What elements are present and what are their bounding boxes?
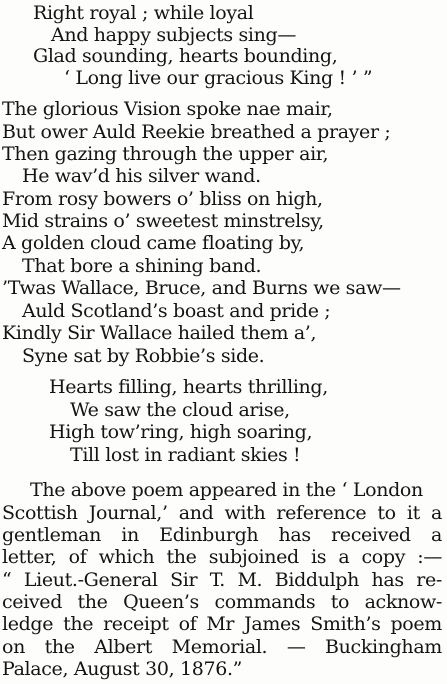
note-line [2,592,442,613]
note-word: poem [390,613,442,635]
note-word: commands [214,591,316,613]
note-word: and [178,502,214,524]
poem-line: But ower Auld Reekie breathed a prayer ; [2,121,391,143]
note-word: a [338,546,350,568]
poem-line: That bore a shining band. [22,255,262,277]
note-word: “ [2,569,12,591]
note-word: T. [209,569,225,591]
note-word: on [2,636,25,658]
note-word: to [377,502,396,524]
poem-line: Kindly Sir Wallace hailed them a’, [2,322,317,344]
note-word: Sir [170,569,198,591]
note-word: — [286,636,306,658]
note-word: the [63,613,94,635]
note-word: a [430,524,442,546]
note-word: of [178,613,197,635]
poem-line: Right royal ; while loyal [33,2,254,24]
note-word: reference [276,502,367,524]
poem-line: He wav’d his silver wand. [22,165,261,187]
note-word: re- [416,569,442,591]
note-word: M. [237,569,263,591]
note-word: with [224,502,266,524]
note-word: the [44,636,75,658]
note-word: has [371,569,404,591]
note-word: has [278,524,311,546]
poem-line: We saw the cloud arise, [70,399,290,421]
note-word: it [406,502,420,524]
note-word: to [330,591,350,613]
note-word: ledge [2,613,54,635]
note-word: which [98,546,155,568]
poem-line: And happy subjects sing— [51,24,297,46]
poem-line: Then gazing through the upper air, [2,143,329,165]
note-word: Journal,’ [88,502,168,524]
note-word: of [68,546,87,568]
note-word: in [121,524,139,546]
note-word: Lieut.-General [23,569,158,591]
note-word: the [166,546,197,568]
poem-line: The glorious Vision spoke nae mair, [2,98,333,120]
note-word: is [311,546,327,568]
note-line [2,525,442,546]
note-line: Palace, August 30, 1876.” [2,658,243,680]
poem-line: A golden cloud came floating by, [2,232,305,254]
poem-line: High tow’ring, high soaring, [49,421,313,443]
note-word: Memorial. [171,636,268,658]
poem-line: Till lost in radiant skies ! [70,444,301,466]
note-word: :— [417,546,442,568]
note-word: gentleman [2,524,102,546]
note-word: Queen’s [123,591,199,613]
note-word: letter, [2,546,57,568]
note-line [2,547,442,568]
note-word: acknow- [364,591,442,613]
note-line [2,637,442,658]
poem-line: Syne sat by Robbie’s side. [22,345,265,367]
note-word: Scottish [2,502,78,524]
note-word: Biddulph [274,569,360,591]
note-word: Edinburgh [159,524,259,546]
note-word: Buckingham [325,636,442,658]
poem-line: Mid strains o’ sweetest minstrelsy, [2,210,324,232]
note-word: Albert [94,636,153,658]
poem-line: From rosy bowers o’ bliss on high, [2,188,323,210]
note-line: The above poem appeared in the ‘ London [30,479,423,501]
note-word: received [331,524,411,546]
note-line [2,614,442,635]
poem-line: Glad sounding, hearts bounding, [33,45,338,67]
note-word: James [244,613,301,635]
note-line [2,570,442,591]
note-word: Smith’s [310,613,381,635]
poem-line: Auld Scotland’s boast and pride ; [22,300,331,322]
note-line [2,503,442,524]
poem-line: ‘ Long live our gracious King ! ’ ” [64,67,373,89]
note-word: receipt [103,613,169,635]
note-word: the [77,591,108,613]
note-word: a [430,502,442,524]
poem-line: ’Twas Wallace, Bruce, and Burns we saw— [2,277,401,299]
note-word: ceived [2,591,63,613]
note-word: Mr [206,613,235,635]
note-word: subjoined [208,546,299,568]
note-word: copy [361,546,406,568]
poem-line: Hearts filling, hearts thrilling, [49,376,328,398]
